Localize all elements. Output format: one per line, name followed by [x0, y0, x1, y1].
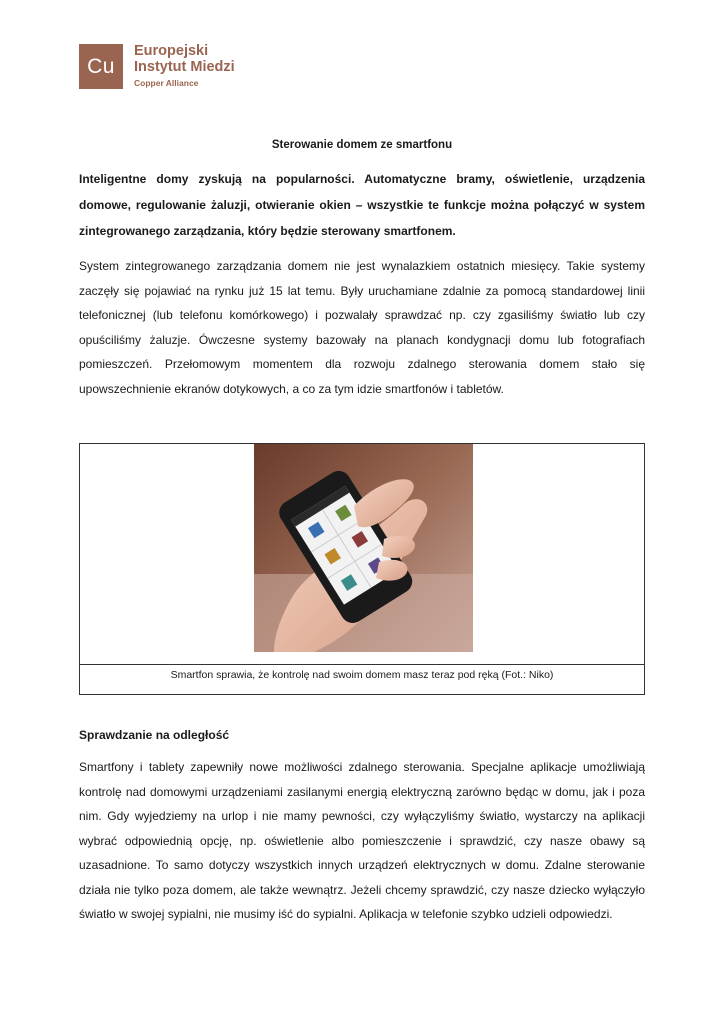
- document-title: Sterowanie domem ze smartfonu: [271, 139, 453, 151]
- lead-paragraph: Inteligentne domy zyskują na popularności. Automatyczne bramy, oświetlenie, urządzenia domowe, regulowanie żaluzji, otwieranie okien – wszystkie te funkcje można połączyć w system zintegrowanego zarządzania, który będzie sterowany smartfonem.: [79, 172, 645, 238]
- figure-table: [79, 443, 645, 695]
- logo-line-3: Copper Alliance: [134, 78, 199, 88]
- logo-line-2: Instytut Miedzi: [134, 59, 235, 75]
- logo-line-1: Europejski: [134, 43, 209, 59]
- smartphone-photo: [254, 444, 473, 652]
- section-heading: Sprawdzanie na odległość: [79, 728, 230, 742]
- logo-mark: Cu: [79, 44, 123, 89]
- organization-logo: [79, 44, 235, 90]
- body-paragraph-2: Smartfony i tablety zapewniły nowe możliwości zdalnego sterowania. Specjalne aplikacje umożliwiają kontrolę nad domowymi urządzeniami zasilanymi energią elektryczną zarówno będąc w domu, jak i poza nim. Gdy wyjedziemy na urlop i nie mamy pewności, czy wyłączyliśmy światło, wystarczy na aplikacji wybrać odpowiednią opcję, np. oświetlenie albo pomieszczenie i sprawdzić, czy nasze obawy są uzasadnione. To samo dotyczy wszystkich innych urządzeń elektrycznych w domu. Zdalne sterowanie działa nie tylko poza domem, ale także wewnątrz. Jeżeli chcemy sprawdzić, czy nasze dziecko wyłączyło światło w swojej sypialni, nie musimy iść do sypialni. Aplikacja w telefonie szybko udzieli odpowiedzi.: [79, 760, 645, 921]
- figure-caption: Smartfon sprawia, że kontrolę nad swoim domem masz teraz pod ręką (Fot.: Niko): [80, 664, 644, 695]
- body-paragraph-1: System zintegrowanego zarządzania domem nie jest wynalazkiem ostatnich miesięcy. Takie systemy zaczęły się pojawiać na rynku już 15 lat temu. Były uruchamiane zdalnie za pomocą standardowej linii telefonicznej (lub telefonu komórkowego) i pozwalały sprawdzać np. czy zgasiliśmy światło lub czy opuściliśmy żaluzje. Ówczesne systemy bazowały na planach kondygnacji domu lub fotografiach pomieszczeń. Przełomowym momentem dla rozwoju zdalnego sterowania domem stało się upowszechnienie ekranów dotykowych, a co za tym idzie smartfonów i tabletów.: [79, 259, 645, 396]
- logo-text: [134, 44, 235, 90]
